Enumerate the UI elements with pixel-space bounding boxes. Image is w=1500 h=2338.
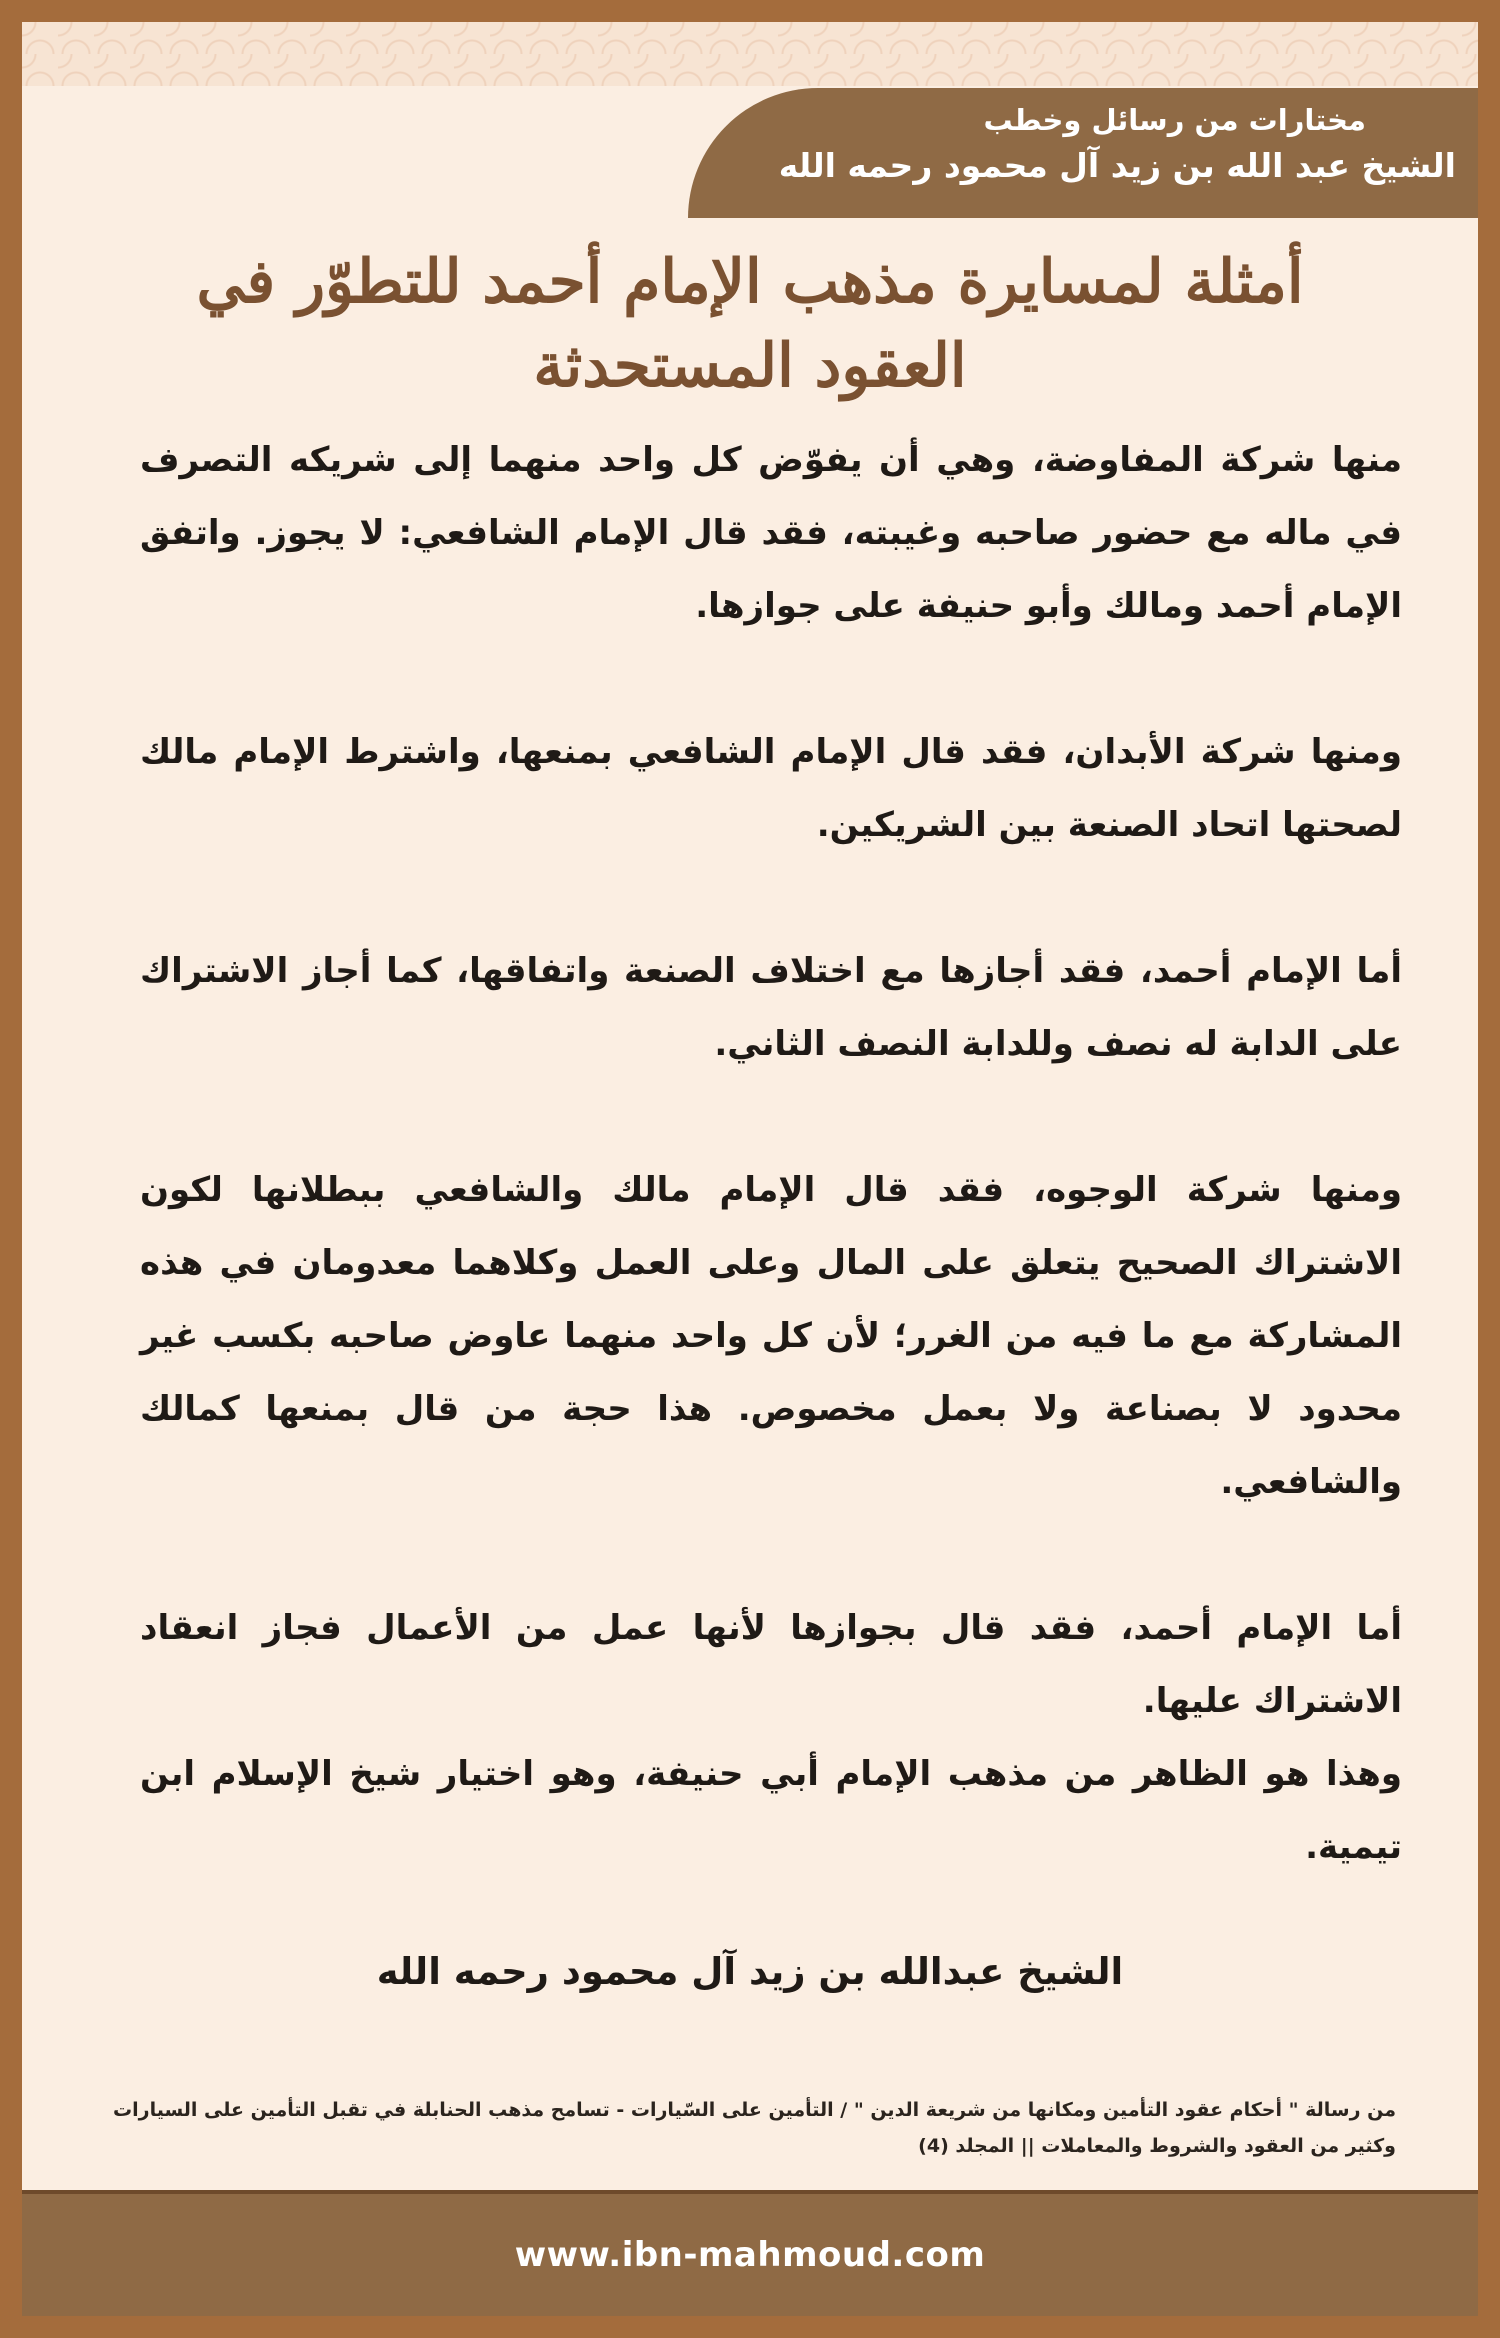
decorative-pattern-band	[22, 22, 1478, 86]
article-body	[140, 424, 1402, 1884]
paragraph: أما الإمام أحمد، فقد قال بجوازها لأنها عمل من الأعمال فجاز انعقاد الاشتراك عليها.	[140, 1608, 1402, 1721]
header-author-name: الشيخ عبد الله بن زيد آل محمود رحمه الله	[778, 146, 1456, 185]
author-signature: الشيخ عبدالله بن زيد آل محمود رحمه الله	[376, 1950, 1124, 1993]
content-card	[22, 22, 1478, 2316]
paragraph: ومنها شركة الوجوه، فقد قال الإمام مالك والشافعي ببطلانها لكون الاشتراك الصحيح يتعلق على المال وعلى العمل وكلاهما معدومان في هذه المشاركة مع ما فيه من الغرر؛ لأن كل واحد منهما عاوض صاحبه بكسب غير محدود لا بصناعة ولا بعمل مخصوص. هذا حجة من قال بمنعها كمالك والشافعي.	[140, 1170, 1402, 1502]
paragraph: أما الإمام أحمد، فقد أجازها مع اختلاف الصنعة واتفاقها، كما أجاز الاشتراك على الدابة له نصف وللدابة النصف الثاني.	[140, 951, 1402, 1064]
header-banner	[688, 88, 1478, 218]
footer-bar	[22, 2190, 1478, 2316]
website-link[interactable]: www.ibn-mahmoud.com	[514, 2235, 986, 2275]
paragraph: ومنها شركة الأبدان، فقد قال الإمام الشافعي بمنعها، واشترط الإمام مالك لصحتها اتحاد الصنعة بين الشريكين.	[140, 732, 1402, 845]
header-collection-title: مختارات من رسائل وخطب	[983, 103, 1366, 137]
paragraph: وهذا هو الظاهر من مذهب الإمام أبي حنيفة، وهو اختيار شيخ الإسلام ابن تيمية.	[140, 1754, 1402, 1867]
source-reference: من رسالة " أحكام عقود التأمين ومكانها من شريعة الدين " / التأمين على السّيارات - تسامح مذهب الحنابلة في تقبل التأمين على السيارات وكثير من العقود والشروط والمعاملات || المجلد (4)	[113, 2099, 1396, 2157]
paragraph: منها شركة المفاوضة، وهي أن يفوّض كل واحد منهما إلى شريكه التصرف في ماله مع حضور صاحبه وغيبته، فقد قال الإمام الشافعي: لا يجوز. واتفق الإمام أحمد ومالك وأبو حنيفة على جوازها.	[140, 440, 1402, 626]
article-title: أمثلة لمسايرة مذهب الإمام أحمد للتطوّر في العقود المستحدثة	[196, 247, 1304, 401]
